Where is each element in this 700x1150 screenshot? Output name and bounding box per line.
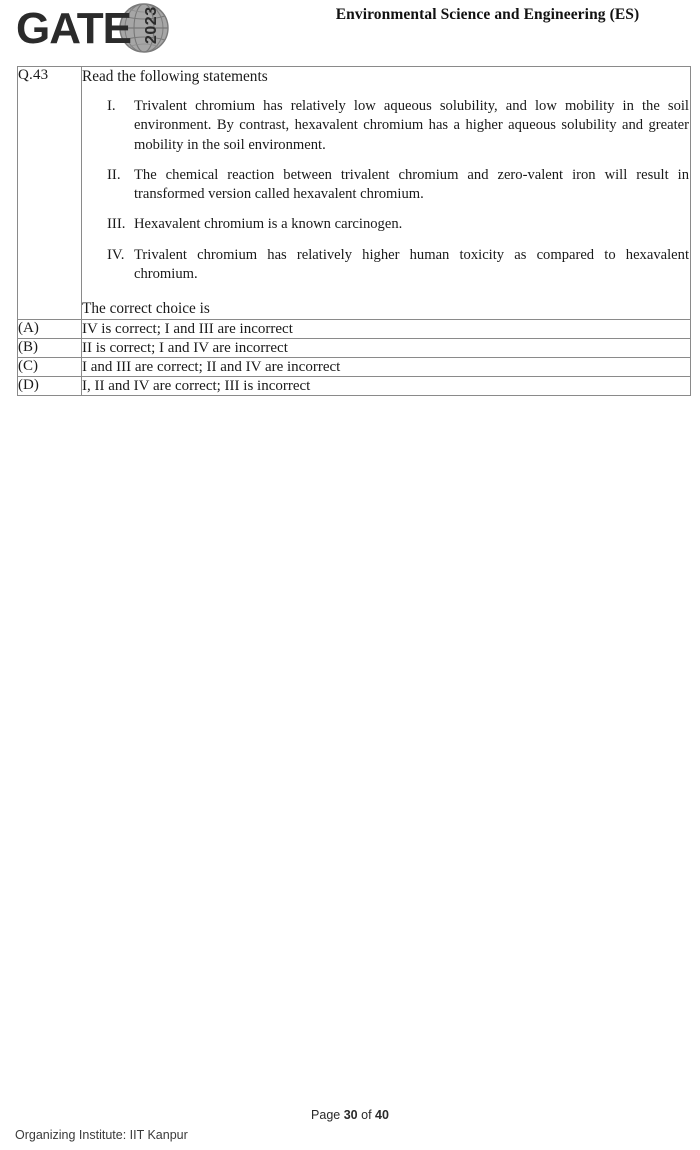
organizing-institute: Organizing Institute: IIT Kanpur (15, 1128, 188, 1142)
exam-title: Environmental Science and Engineering (ES) (335, 6, 640, 23)
question-body (82, 67, 691, 320)
page-header (0, 0, 700, 58)
statement-text: Hexavalent chromium is a known carcinogen. (134, 216, 403, 233)
statement-text: The chemical reaction between trivalent chromium and zero-valent iron will result in transformed version called hexavalent chromium. (134, 166, 689, 203)
page-number (0, 1108, 700, 1122)
question-table (17, 66, 691, 396)
statement-text: Trivalent chromium has relatively low aqueous solubility, and low mobility in the soil environment. By contrast, hexavalent chromium has a higher aqueous solubility and greater mobility in the soil environment. (134, 98, 689, 153)
option-row-c[interactable] (18, 357, 691, 376)
option-text-d[interactable]: I, II and IV are correct; III is incorrect (82, 376, 691, 395)
statement-numeral: II. (107, 166, 121, 183)
statement-numeral: I. (107, 98, 116, 115)
option-label-a: (A) (18, 319, 82, 338)
statement-list (82, 97, 690, 284)
page-of: of (361, 1108, 372, 1122)
option-row-d[interactable] (18, 376, 691, 395)
option-text-c[interactable]: I and III are correct; II and IV are incorrect (82, 357, 691, 376)
svg-text:2023: 2023 (143, 6, 160, 44)
option-row-b[interactable] (18, 338, 691, 357)
page-current: 30 (343, 1108, 358, 1122)
statement-numeral: III. (107, 216, 126, 233)
statement-item (82, 215, 690, 235)
gate-logo (16, 2, 186, 54)
page-word: Page (311, 1108, 341, 1122)
page-total: 40 (375, 1108, 389, 1122)
question-row (18, 67, 691, 320)
option-text-a[interactable]: IV is correct; I and III are incorrect (82, 319, 691, 338)
statement-text: Trivalent chromium has relatively higher human toxicity as compared to hexavalent chromium. (134, 246, 689, 283)
option-label-b: (B) (18, 338, 82, 357)
question-stem: Read the following statements (82, 68, 268, 85)
option-label-c: (C) (18, 357, 82, 376)
statement-numeral: IV. (107, 246, 125, 263)
question-number: Q.43 (18, 67, 82, 320)
statement-item (82, 246, 690, 285)
option-row-a[interactable] (18, 319, 691, 338)
statement-item (82, 97, 690, 155)
statement-item (82, 166, 690, 205)
svg-text:GATE: GATE (16, 4, 131, 53)
question-closing: The correct choice is (82, 300, 210, 318)
option-text-b[interactable]: II is correct; I and IV are incorrect (82, 338, 691, 357)
option-label-d: (D) (18, 376, 82, 395)
